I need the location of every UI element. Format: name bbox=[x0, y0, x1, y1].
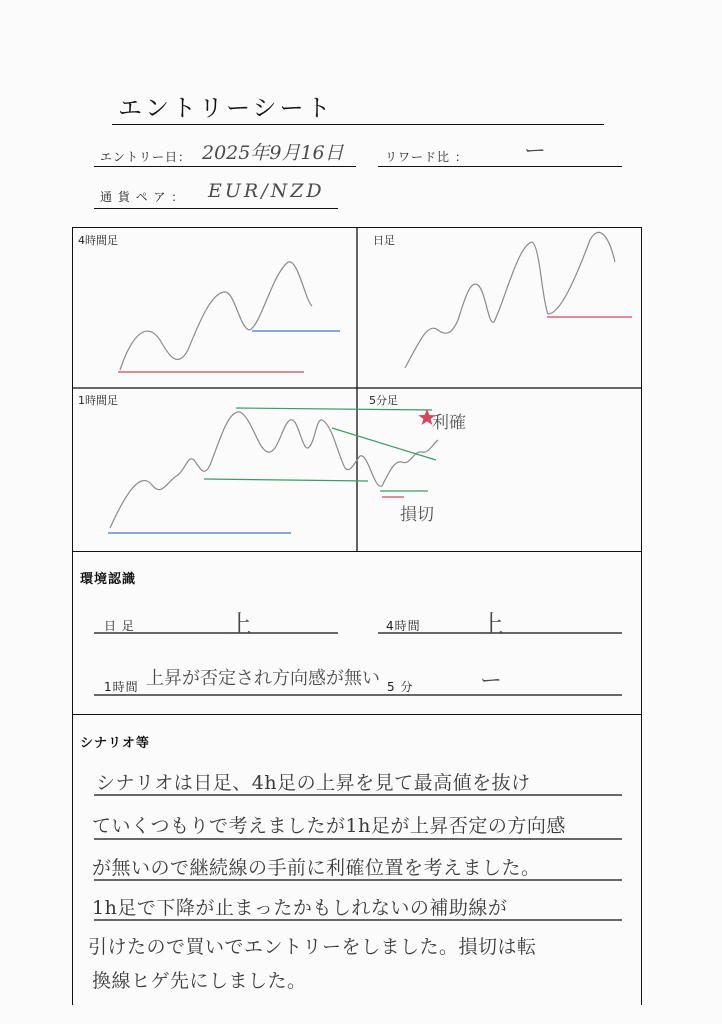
page-title: エントリーシート bbox=[118, 94, 334, 122]
entry-date-label: エントリー日： bbox=[100, 150, 192, 164]
take-profit-label: 利確 bbox=[432, 413, 466, 433]
channel-top-line bbox=[236, 408, 432, 410]
environment-section bbox=[72, 552, 642, 715]
env-h1-label: 1時間 bbox=[104, 680, 139, 694]
pair-value: EUR/NZD bbox=[208, 180, 325, 202]
stop-loss-label: 損切 bbox=[400, 505, 434, 525]
env-daily-label: 日 足 bbox=[104, 619, 135, 633]
reward-label: リワード比 ： bbox=[385, 150, 468, 164]
scenario-line-6: 換線ヒゲ先にしました。 bbox=[92, 970, 307, 992]
take-profit-star-icon bbox=[419, 409, 436, 425]
entry-date-value: 2025年9月16日 bbox=[202, 142, 344, 164]
scenario-heading: シナリオ等 bbox=[80, 736, 150, 751]
d1-price-sketch bbox=[405, 232, 615, 368]
environment-heading: 環境認識 bbox=[80, 572, 137, 587]
scenario-line-5: 引けたので買いでエントリーをしました。損切は転 bbox=[88, 936, 537, 958]
scenario-line-1: シナリオは日足、4h足の上昇を見て最高値を抜け bbox=[96, 772, 531, 794]
scenario-line-2: ていくつもりで考えましたが1h足が上昇否定の方向感 bbox=[92, 815, 566, 837]
d1-chart-label: 日足 bbox=[373, 234, 395, 247]
scenario-line-3: が無いので継続線の手前に利確位置を考えました。 bbox=[92, 857, 541, 879]
env-h4-value: 上 bbox=[480, 610, 504, 638]
scenario-line-4: 1h足で下降が止まったかもしれないの補助線が bbox=[92, 897, 508, 919]
h1-price-sketch bbox=[110, 412, 438, 528]
h4-price-sketch bbox=[120, 262, 312, 370]
h1-chart-label: 1時間足 bbox=[78, 394, 118, 407]
pair-label: 通 貨 ペ ア ： bbox=[100, 190, 185, 204]
env-m5-label: 5 分 bbox=[387, 680, 414, 694]
env-h4-label: 4時間 bbox=[386, 619, 421, 633]
m5-trend-line bbox=[332, 428, 436, 460]
env-h1-value: 上昇が否定され方向感が無い bbox=[146, 668, 380, 689]
channel-mid-line bbox=[204, 479, 368, 481]
m5-chart-label: 5分足 bbox=[369, 394, 398, 407]
reward-value: ー bbox=[522, 139, 545, 164]
env-daily-value: 上 bbox=[228, 610, 252, 638]
h4-chart-label: 4時間足 bbox=[78, 234, 118, 247]
env-m5-value: ー bbox=[480, 669, 503, 694]
